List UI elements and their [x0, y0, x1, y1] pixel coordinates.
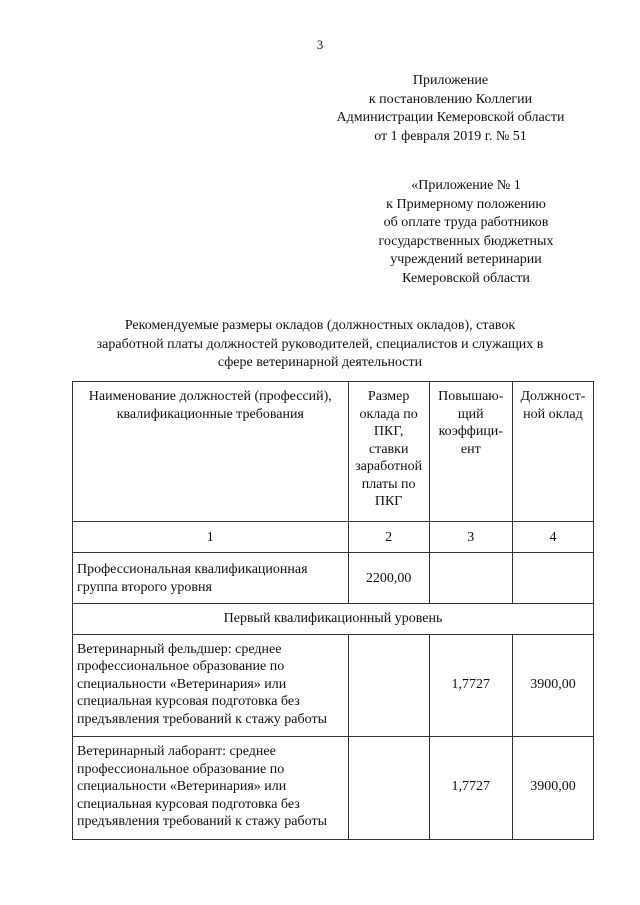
header-official-salary: Должност-ной оклад: [512, 382, 593, 522]
group-official-salary: [512, 553, 593, 604]
position-salary: 3900,00: [512, 737, 593, 840]
header-position: Наименование должностей (профессий), квалификационные требования: [73, 382, 349, 522]
position-base-salary: [348, 634, 429, 737]
position-coefficient: 1,7727: [429, 634, 512, 737]
header-coefficient: Повышаю-щий коэффици-ент: [429, 382, 512, 522]
document-title: [70, 317, 570, 373]
annex-line: от 1 февраля 2019 г. № 51: [374, 128, 527, 144]
group-salary: 2200,00: [348, 553, 429, 604]
group-row: [73, 553, 594, 604]
column-number: 3: [429, 521, 512, 553]
table-row: [73, 634, 594, 737]
position-base-salary: [348, 737, 429, 840]
table-header-row: [73, 382, 594, 522]
level-title: Первый квалификационный уровень: [73, 604, 594, 635]
annex-sub-line: учреждений ветеринарии: [390, 252, 542, 267]
annex-sub-header: [355, 177, 577, 288]
annex-header: [318, 72, 583, 146]
position-name: Ветеринарный лаборант: среднее профессиональное образование по специальности «Ветеринария» или специальная курсовая подготовка без предъявления требований к стажу работы: [73, 737, 349, 840]
table-row: [73, 737, 594, 840]
group-name: Профессиональная квалификационная группа второго уровня: [73, 553, 349, 604]
annex-sub-line: Кемеровской области: [402, 270, 530, 286]
annex-line: к постановлению Коллегии: [368, 91, 533, 107]
annex-sub-line: «Приложение № 1: [411, 178, 521, 193]
title-line: Рекомендуемые размеры окладов (должностных окладов), ставок: [124, 318, 516, 333]
position-coefficient: 1,7727: [429, 737, 512, 840]
column-number: 1: [73, 521, 349, 553]
column-number: 4: [512, 521, 593, 553]
title-line: сфере ветеринарной деятельности: [217, 355, 423, 370]
position-salary: 3900,00: [512, 634, 593, 737]
level-row: [73, 604, 594, 635]
annex-sub-line: к Примерному положению: [386, 196, 546, 212]
position-name: Ветеринарный фельдшер: среднее профессиональное образование по специальности «Ветеринария» или специальная курсовая подготовка без предъявления требований к стажу работы: [73, 634, 349, 737]
title-line: заработной платы должностей руководителей, специалистов и служащих в: [96, 336, 544, 352]
column-number: 2: [348, 521, 429, 553]
annex-sub-line: государственных бюджетных: [378, 233, 554, 249]
page-number: 3: [316, 37, 324, 52]
header-base-salary: Размер оклада по ПКГ, ставки заработной платы по ПКГ: [348, 382, 429, 522]
column-number-row: [73, 521, 594, 553]
annex-line: Приложение: [412, 73, 489, 88]
salary-table: [72, 381, 594, 840]
annex-sub-line: об оплате труда работников: [383, 215, 549, 230]
annex-line: Администрации Кемеровской области: [336, 110, 565, 125]
group-coefficient: [429, 553, 512, 604]
